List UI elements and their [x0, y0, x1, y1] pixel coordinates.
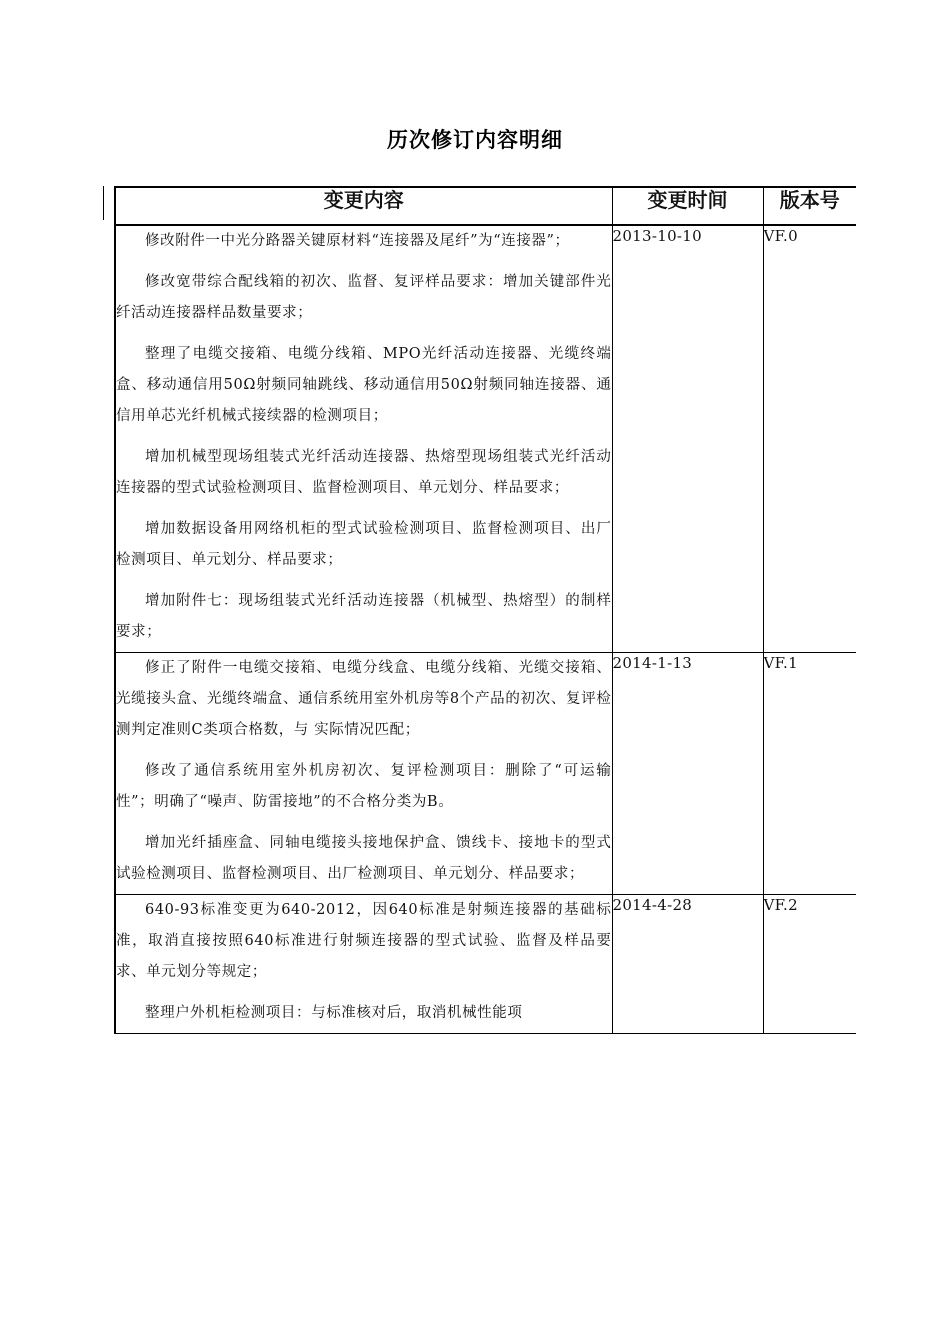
change-paragraph: 整理了电缆交接箱、电缆分线箱、MPO光纤活动连接器、光缆终端盒、移动通信用50Ω射频同轴跳线、移动通信用50Ω射频同轴连接器、通信用单芯光纤机械式接续器的检测项目； [116, 346, 612, 424]
change-paragraph: 修改宽带综合配线箱的初次、监督、复评样品要求：增加关键部件光纤活动连接器样品数量要求； [116, 274, 612, 321]
change-paragraph: 修改附件一中光分路器关键原材料“连接器及尾纤”为“连接器”； [145, 233, 570, 249]
revision-table-container [114, 186, 856, 1214]
version-cell: VF.2 [763, 895, 856, 1034]
change-date-cell: 2014-1-13 [612, 653, 763, 895]
table-row [115, 653, 856, 895]
change-content-cell [115, 225, 612, 653]
version-cell: VF.1 [763, 653, 856, 895]
version-cell: VF.0 [763, 225, 856, 653]
change-date-cell: 2014-4-28 [612, 895, 763, 1034]
change-paragraph: 增加机械型现场组装式光纤活动连接器、热熔型现场组装式光纤活动连接器的型式试验检测项目、监督检测项目、单元划分、样品要求； [116, 449, 612, 496]
change-date-cell: 2013-10-10 [612, 225, 763, 653]
header-version: 版本号 [763, 187, 856, 225]
table-row [115, 225, 856, 653]
header-change-time: 变更时间 [612, 187, 763, 225]
change-content-cell [115, 895, 612, 1034]
change-paragraph: 增加光纤插座盒、同轴电缆接头接地保护盒、馈线卡、接地卡的型式试验检测项目、监督检测项目、出厂检测项目、单元划分、样品要求； [116, 835, 612, 882]
change-paragraph: 修改了通信系统用室外机房初次、复评检测项目：删除了“可运输性”；明确了“噪声、防雷接地”的不合格分类为B。 [116, 763, 612, 810]
change-content-cell [115, 653, 612, 895]
change-paragraph: 修正了附件一电缆交接箱、电缆分线盒、电缆分线箱、光缆交接箱、光缆接头盒、光缆终端盒、通信系统用室外机房等8个产品的初次、复评检测判定准则C类项合格数，与 实际情况匹配； [116, 660, 612, 738]
change-paragraph: 增加数据设备用网络机柜的型式试验检测项目、监督检测项目、出厂检测项目、单元划分、样品要求； [116, 521, 612, 568]
change-paragraph: 整理户外机柜检测项目：与标准核对后，取消机械性能项 [145, 1005, 523, 1021]
page-title: 历次修订内容明细 [387, 127, 563, 152]
change-paragraph: 640-93标准变更为640-2012，因640标准是射频连接器的基础标准，取消直接按照640标准进行射频连接器的型式试验、监督及样品要求、单元划分等规定； [116, 902, 612, 980]
table-header-row [115, 187, 856, 225]
change-paragraph: 增加附件七：现场组装式光纤活动连接器（机械型、热熔型）的制样要求； [116, 593, 612, 640]
margin-mark [103, 186, 104, 220]
revision-table [114, 186, 856, 1034]
table-row [115, 895, 856, 1034]
header-change-content: 变更内容 [115, 187, 612, 225]
